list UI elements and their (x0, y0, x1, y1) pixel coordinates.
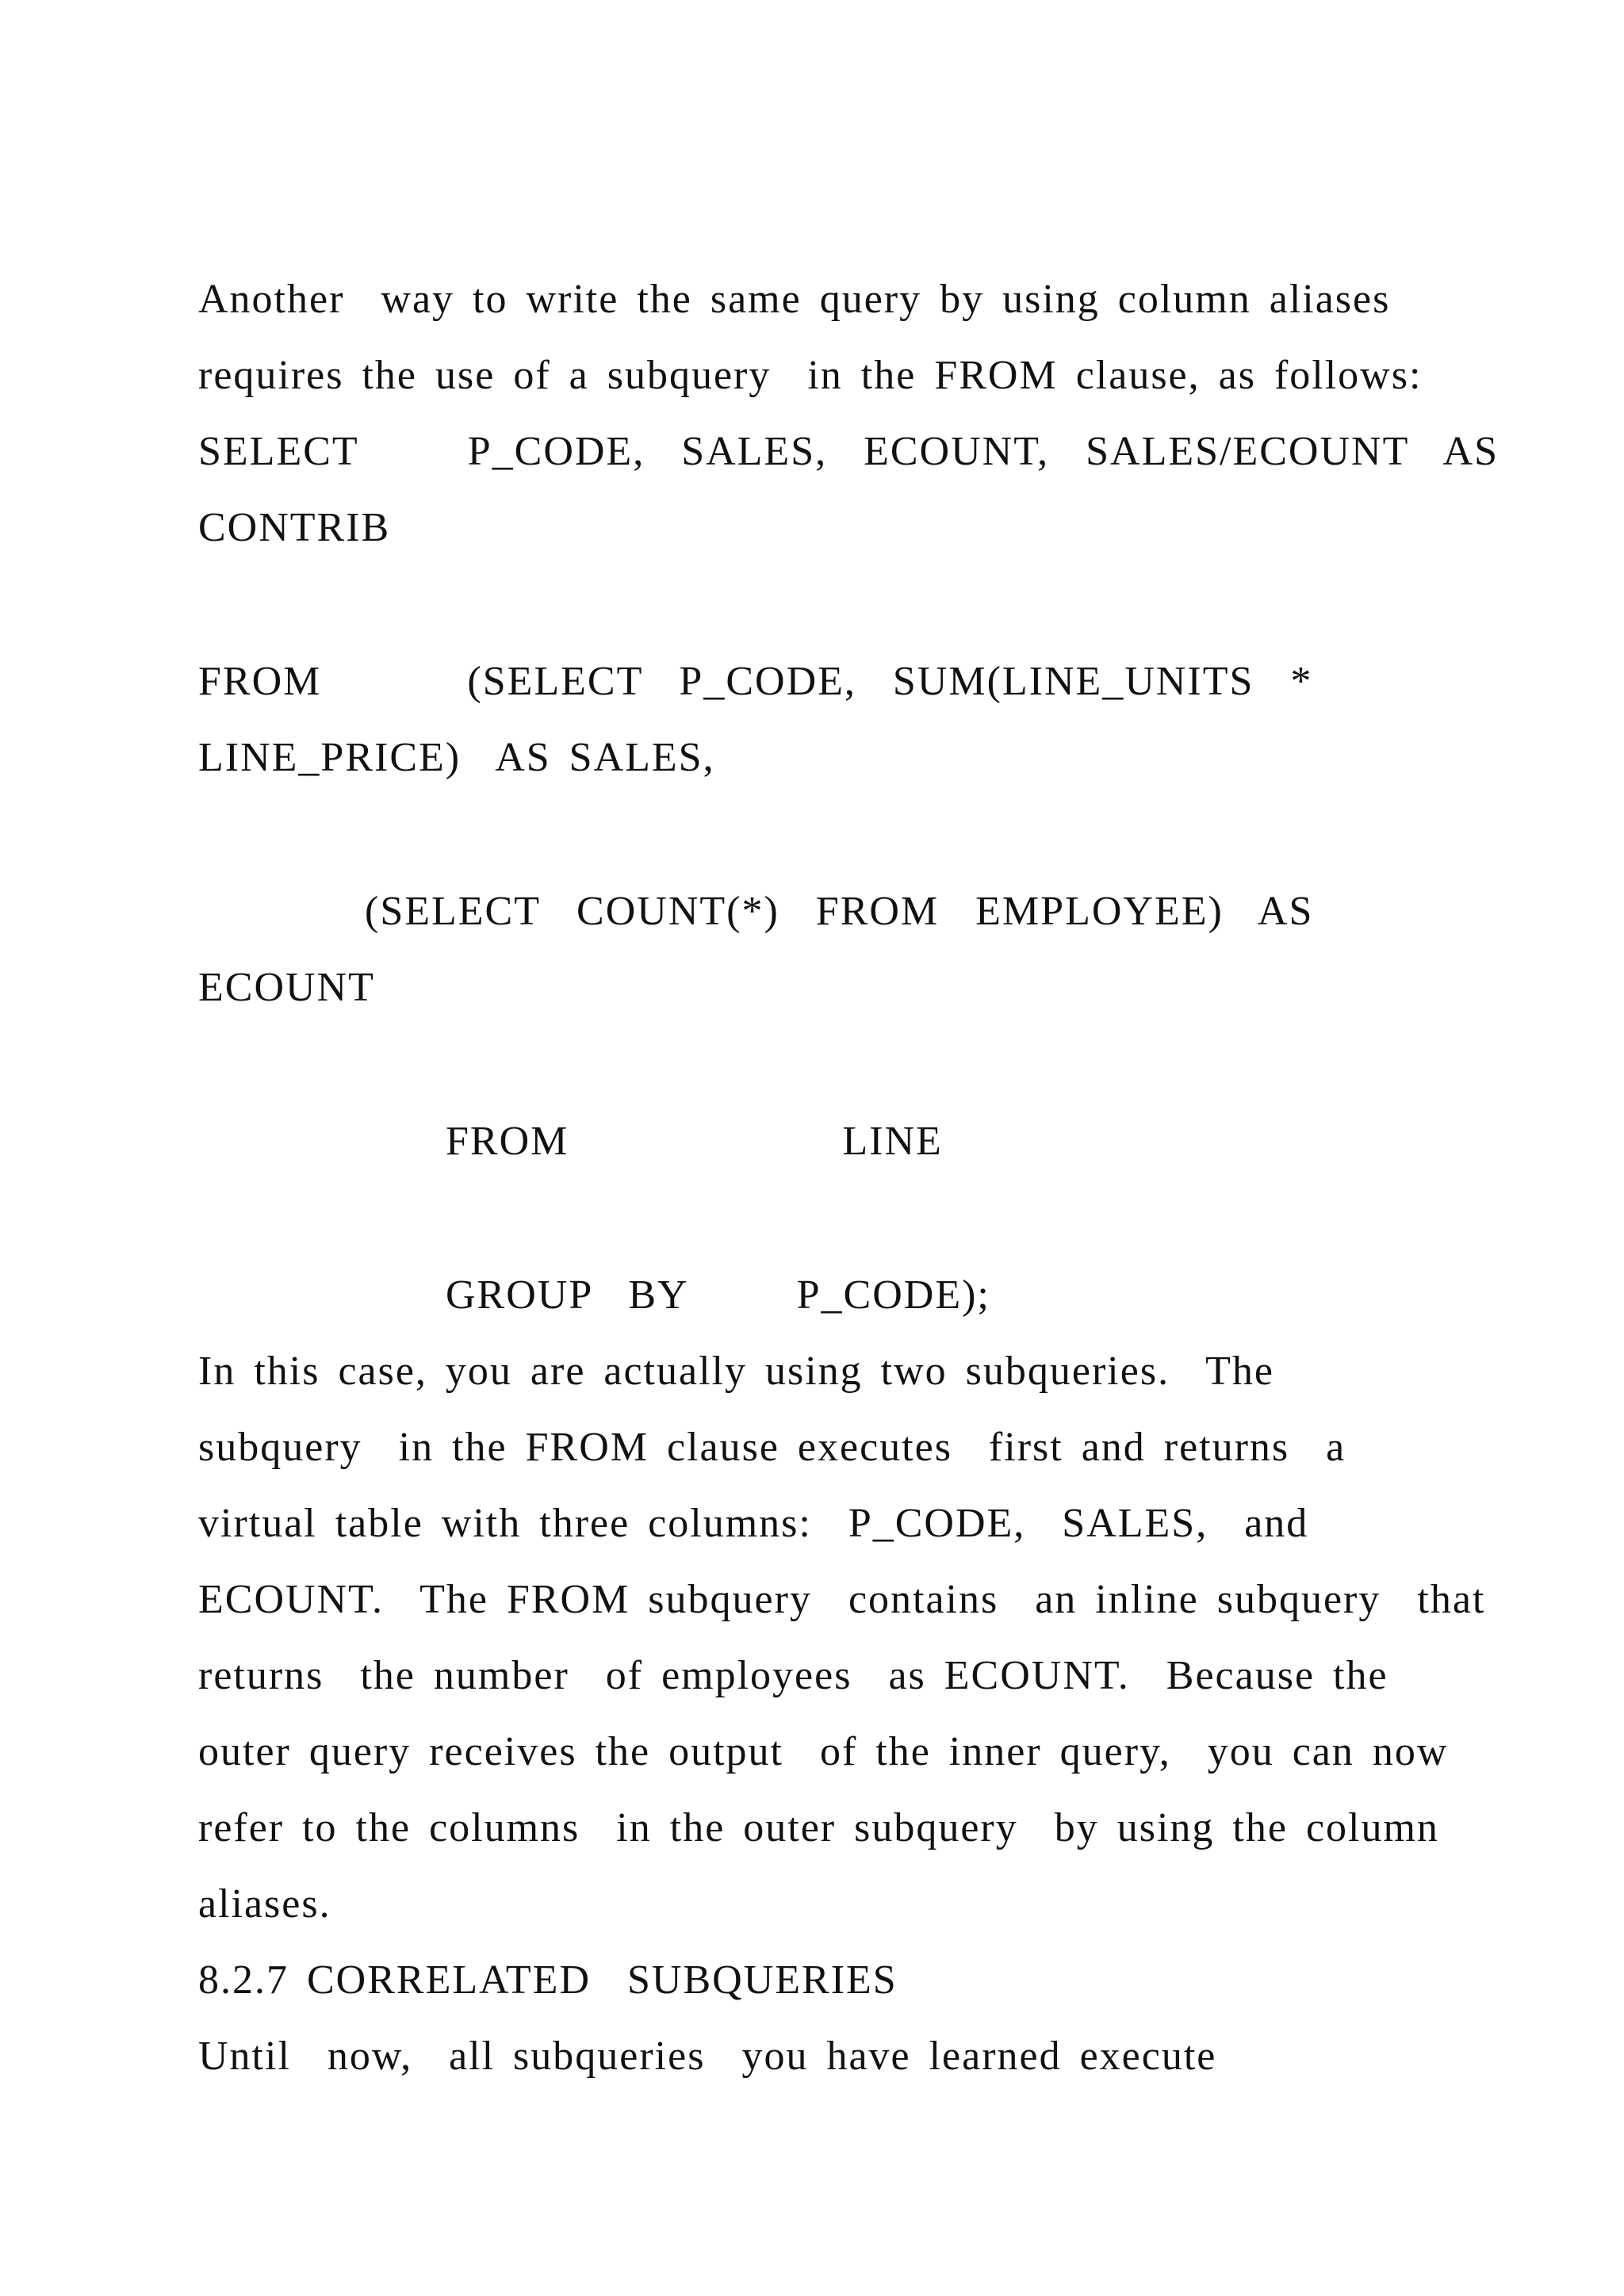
paragraph-explanation-line-1: In this case, you are actually using two subqueries. The (198, 1349, 1274, 1394)
paragraph-explanation-line-6: outer query receives the output of the inner query, you can now (198, 1729, 1449, 1774)
paragraph-explanation-line-7: refer to the columns in the outer subquery by using the column (198, 1805, 1439, 1850)
paragraph-explanation-line-5: returns the number of employees as ECOUNT. Because the (198, 1653, 1388, 1698)
sql-contrib-line: CONTRIB (198, 505, 391, 550)
paragraph-explanation-line-2: subquery in the FROM clause executes first and returns a (198, 1425, 1346, 1470)
sql-from-table-line: FROM LINE (446, 1119, 943, 1164)
paragraph-correlated-line-1: Until now, all subqueries you have learned execute (198, 2034, 1217, 2079)
paragraph-explanation-line-8: aliases. (198, 1881, 331, 1927)
sql-from-line: FROM (SELECT P_CODE, SUM(LINE_UNITS * (198, 659, 1313, 704)
sql-group-by-line: GROUP BY P_CODE); (446, 1272, 990, 1318)
paragraph-explanation-line-4: ECOUNT. The FROM subquery contains an inline subquery that (198, 1577, 1486, 1622)
sql-subquery-count-line: (SELECT COUNT(*) FROM EMPLOYEE) AS (365, 889, 1314, 934)
sql-select-line: SELECT P_CODE, SALES, ECOUNT, SALES/ECOUNT AS (198, 429, 1500, 474)
sql-line-price-line: LINE_PRICE) AS SALES, (198, 735, 715, 780)
paragraph-intro-line-1: Another way to write the same query by using column aliases (198, 277, 1391, 322)
paragraph-explanation-line-3: virtual table with three columns: P_CODE, SALES, and (198, 1501, 1309, 1546)
section-heading: 8.2.7 CORRELATED SUBQUERIES (198, 1957, 898, 2003)
paragraph-intro-line-2: requires the use of a subquery in the FROM clause, as follows: (198, 353, 1423, 398)
sql-ecount-line: ECOUNT (198, 965, 375, 1010)
